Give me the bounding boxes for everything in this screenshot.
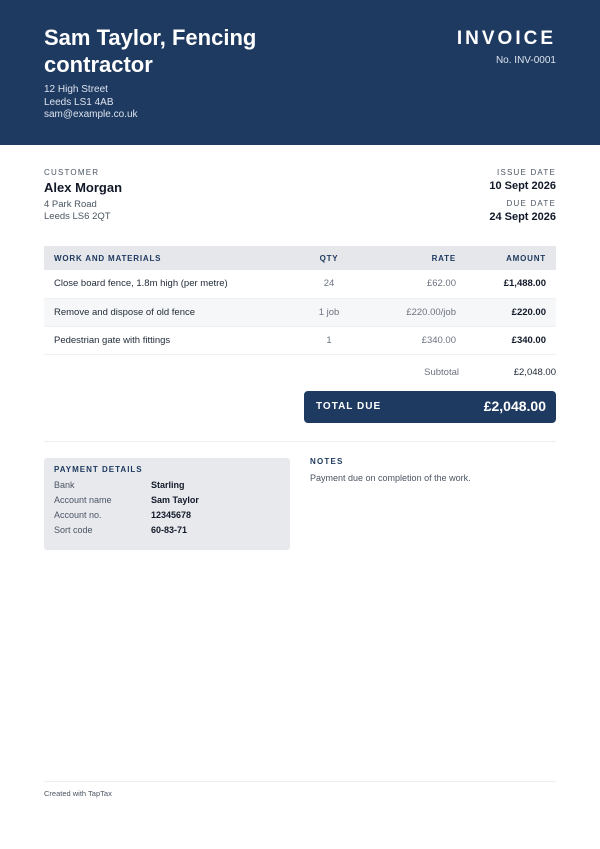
header-qty: QTY [289, 246, 369, 270]
row-rate: £220.00/job [369, 298, 466, 326]
business-address [44, 84, 138, 122]
header-rate: RATE [369, 246, 466, 270]
payment-row-account-number [54, 510, 191, 520]
row-qty: 24 [289, 270, 369, 298]
payment-row-bank [54, 480, 185, 490]
row-rate: £62.00 [369, 270, 466, 298]
payment-row-sort-code [54, 525, 187, 535]
payment-details-title: PAYMENT DETAILS [54, 465, 143, 474]
notes-text: Payment due on completion of the work. [310, 473, 471, 483]
footer-text: Created with TapTax [44, 789, 112, 798]
issue-date-block [489, 168, 556, 192]
issue-date-value: 10 Sept 2026 [489, 180, 556, 192]
customer-name: Alex Morgan [44, 180, 123, 195]
payment-row-account-name [54, 495, 199, 505]
issue-date-label: ISSUE DATE [497, 168, 556, 177]
header-amount: AMOUNT [466, 246, 556, 270]
table-row [44, 298, 556, 326]
total-due-label: TOTAL DUE [316, 401, 382, 412]
business-address-line1: 12 High Street [44, 84, 108, 95]
business-address-line2: Leeds LS1 4AB [44, 96, 114, 108]
invoice-number: No. INV-0001 [495, 55, 556, 66]
row-amount: £220.00 [466, 298, 556, 326]
payment-value: 60-83-71 [151, 525, 188, 535]
payment-value: Sam Taylor [151, 495, 199, 505]
due-date-block [489, 199, 556, 223]
payment-key: Bank [54, 480, 75, 490]
payment-value: 12345678 [151, 510, 192, 520]
subtotal-label: Subtotal [424, 367, 459, 378]
header-description: WORK AND MATERIALS [44, 246, 289, 270]
row-amount: £340.00 [466, 326, 556, 354]
payment-key: Account no. [54, 510, 102, 520]
line-items-table [44, 246, 556, 355]
row-rate: £340.00 [369, 326, 466, 354]
row-qty: 1 job [289, 298, 369, 326]
total-due-box [304, 391, 556, 423]
payment-key: Sort code [54, 525, 93, 535]
row-description: Close board fence, 1.8m high (per metre) [44, 270, 289, 298]
total-due-value: £2,048.00 [483, 398, 546, 414]
row-description: Pedestrian gate with fittings [44, 326, 289, 354]
invoice-header [0, 0, 600, 145]
invoice-title: INVOICE [456, 28, 556, 49]
table-header-row [44, 246, 556, 270]
customer-address-line1: 4 Park Road [44, 199, 97, 210]
payment-details-panel [44, 458, 290, 550]
payment-key: Account name [54, 495, 112, 505]
payment-value: Starling [151, 480, 185, 490]
business-email: sam@example.co.uk [44, 109, 138, 120]
section-divider [44, 441, 556, 442]
table-row [44, 326, 556, 354]
notes-title: NOTES [310, 457, 344, 466]
customer-address [44, 199, 111, 223]
customer-label: CUSTOMER [44, 168, 100, 177]
due-date-label: DUE DATE [506, 199, 556, 208]
due-date-value: 24 Sept 2026 [489, 211, 556, 223]
table-row [44, 270, 556, 298]
row-description: Remove and dispose of old fence [44, 298, 289, 326]
row-qty: 1 [289, 326, 369, 354]
footer-divider [44, 781, 556, 782]
row-amount: £1,488.00 [466, 270, 556, 298]
customer-address-line2: Leeds LS6 2QT [44, 211, 111, 222]
business-name: Sam Taylor, Fencing contractor [44, 25, 257, 77]
subtotal-value: £2,048.00 [513, 367, 556, 378]
